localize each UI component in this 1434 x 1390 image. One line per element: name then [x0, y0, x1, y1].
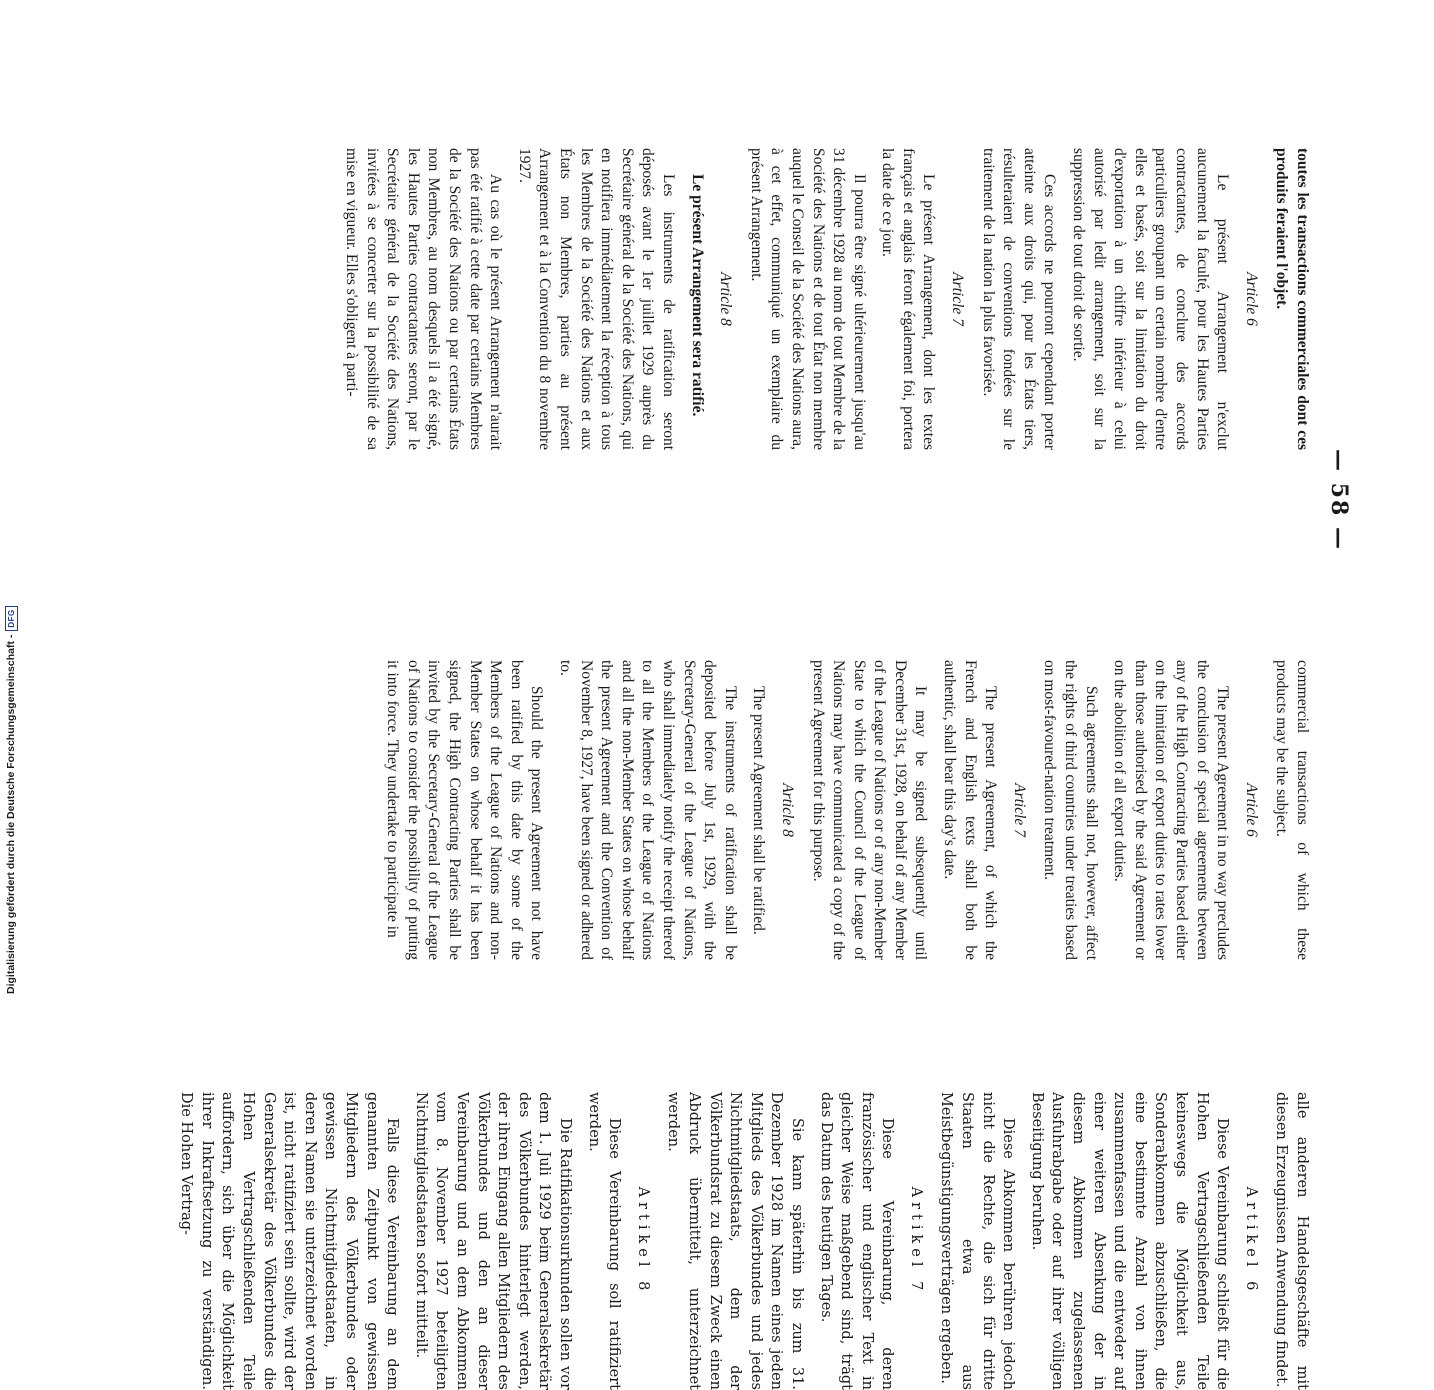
- french-article-8-heading: Article 8: [717, 272, 735, 326]
- german-article-6-paragraph-1: Diese Vereinbarung schließt für die Hohen Vertragschließenden Teile keineswegs die Möglichkeit aus, Sonderabkommen abzuschließen, die eine bestimmte Anzahl von ihnen zusammenfassen und die entweder auf einer weiteren Absenkung der in diesem Abkommen zugelassenen Ausfuhrabgabe oder auf ihrer völligen Beseitigung beruhen.: [1028, 1092, 1231, 1390]
- french-article-6-paragraph-1: Le présent Arrangement n'exclut aucunement la faculté, pour les Hautes Parties contractantes, de conclure des accords particuliers groupant un certain nombre d'entre elles et basés, soit sur la limitation du droit d'exportation à un chiffre inférieur à celui autorisé par ledit arrangement, soit sur la suppression de tout droit de sortie.: [1070, 148, 1232, 450]
- french-article-6-paragraph-2: Ces accords ne pourront cependant porter atteinte aux droits qui, pour les États tiers, résulteraient de conventions fondées sur le traitement de la nation la plus favorisée.: [979, 148, 1059, 450]
- french-article-8-paragraph-2: Les instruments de ratification seront déposés avant le 1er juillet 1929 auprès du Secrétaire général de la Société des Nations, qui en notifiera immédiatement la réception à tous les Membres de la Société des Nations et aux États non Membres, parties au présent Arrangement et à la Convention du 8 novembre 1927.: [515, 148, 677, 450]
- english-article-8-paragraph-1: The present Agreement shall be ratified.: [750, 686, 768, 935]
- german-article-8-heading: Artikel 8: [634, 1186, 651, 1296]
- dfg-logo-icon: DFG: [5, 606, 18, 630]
- english-article-8-paragraph-2: The instruments of ratification shall be deposited before July 1st, 1929, with the Secretary-General of the League of Nations, who shall immediately notify the receipt thereof to all the Members of the League of Nations and all the non-Member States on whose behalf the present Agreement and the Convention of November 8, 1927, have been signed or adhered to.: [557, 660, 739, 960]
- german-article-8-paragraph-1: Diese Vereinbarung soll ratifiziert werden.: [585, 1092, 623, 1390]
- english-article-6-paragraph-2: Such agreements shall not, however, affect the rights of third countries under treaties based on most-favoured-nation treatment.: [1041, 660, 1100, 960]
- english-article-6-heading: Article 6: [1242, 783, 1260, 837]
- english-article-7-paragraph-1: The present Agreement, of which the French and English texts shall both be authentic, shall bear this day's date.: [941, 660, 1000, 960]
- german-article-6-paragraph-2: Diese Abkommen berühren jedoch nicht die Rechte, die sich für dritte Staaten etwa aus Meistbegünstigungsverträgen ergeben.: [938, 1092, 1017, 1390]
- german-lead-text: alle anderen Handelsgeschäfte mit diesen Erzeugnissen Anwendung findet.: [1273, 1092, 1310, 1390]
- french-article-6-heading: Article 6: [1242, 272, 1260, 326]
- french-article-8-paragraph-3: Au cas où le présent Arrangement n'aurait pas été ratifié à cette date par certains Membres de la Société des Nations ou par certains États non Membres, au nom desquels il a été signé, les Hautes Parties contractantes seront, par le Secrétaire général de la Société des Nations, invitées à se concerter sur la possibilité de sa mise en vigueur. Elles s'obligent à parti-: [343, 148, 505, 450]
- english-article-8-paragraph-3: Should the present Agreement not have been ratified by this date by some of the Members of the League of Nations and non-Member States on whose behalf it has been signed, the High Contracting Parties shall be invited by the Secretary-General of the League of Nations to consider the possibility of putting it into force. They undertake to participate in: [384, 660, 546, 960]
- german-article-7-heading: Artikel 7: [907, 1186, 924, 1296]
- english-column: [374, 660, 1312, 960]
- french-article-7-heading: Article 7: [949, 272, 967, 326]
- french-article-7-paragraph-2: Il pourra être signé ultérieurement jusqu'au 31 décembre 1928 au nom de tout Membre de la Société des Nations et de tout État non membre auquel le Conseil de la Société des Nations aura, à cet effet, communiqué un exemplaire du présent Arrangement.: [747, 148, 868, 450]
- french-lead-text: toutes les transactions commerciales dont ces produits feraient l'objet.: [1273, 148, 1311, 450]
- english-lead-text: commercial transactions of which these products may be the subject.: [1273, 660, 1311, 960]
- german-article-8-paragraph-2: Die Ratifikationsurkunden sollen vor dem 1. Juli 1929 beim Generalsekretär des Völkerbundes hinterlegt werden, der ihren Eingang allen Mitgliedern des Völkerbundes und den an dieser Vereinbarung und an dem Abkommen vom 8. November 1927 beteiligten Nichtmitgliedstaaten sofort mitteilt.: [412, 1092, 573, 1390]
- german-article-6-heading: Artikel 6: [1242, 1186, 1259, 1296]
- digitization-footer: [4, 4, 18, 994]
- german-article-8-paragraph-3: Falls diese Vereinbarung an dem genannten Zeitpunkt von gewissen Mitgliedern des Völkerbundes oder gewissen Nichtmitgliedstaaten, in deren Namen sie unterzeichnet worden ist, nicht ratifiziert sein sollte, wird der Generalsekretär des Völkerbundes die Hohen Vertragschließenden Teile auffordern, sich über die Möglichkeit ihrer Inkraftsetzung zu verständigen. Die Hohen Vertrag-: [178, 1092, 401, 1390]
- english-article-7-heading: Article 7: [1010, 783, 1028, 837]
- english-article-6-paragraph-1: The present Agreement in no way precludes the conclusion of special agreements between any of the High Contracting Parties based either on the limitation of export duties to rates lower than those authorised by the said Agreement or on the abolition of all export duties.: [1111, 660, 1232, 960]
- page-number: — 58 —: [1326, 449, 1352, 551]
- german-article-7-paragraph-2: Sie kann späterhin bis zum 31. Dezember 1928 im Namen eines jeden Mitglieds des Völkerbundes und jedes Nichtmitgliedstaats, dem der Völkerbundsrat zu diesem Zweck einen Abdruck übermittelt, unterzeichnet werden.: [665, 1092, 805, 1390]
- german-article-7-paragraph-1: Diese Vereinbarung, deren französischer und englischer Text in gleicher Weise maßgebend sind, trägt das Datum des heutigen Tages.: [817, 1092, 896, 1390]
- french-article-8-paragraph-1: Le présent Arrangement sera ratifié.: [688, 174, 706, 417]
- french-column: [332, 148, 1312, 450]
- footer-credit-text: Digitalisierung gefördert durch die Deutsche Forschungsgemeinschaft -: [5, 634, 17, 994]
- german-column: [168, 1092, 1312, 1390]
- french-article-7-paragraph-1: Le présent Arrangement, dont les textes français et anglais feront également foi, portera la date de ce jour.: [879, 148, 938, 450]
- english-article-7-paragraph-2: It may be signed subsequently until December 31st, 1928, on behalf of any Member of the League of Nations or of any non-Member State to which the Council of the League of Nations may have communicated a copy of the present Agreement for this purpose.: [809, 660, 930, 960]
- english-article-8-heading: Article 8: [778, 783, 796, 837]
